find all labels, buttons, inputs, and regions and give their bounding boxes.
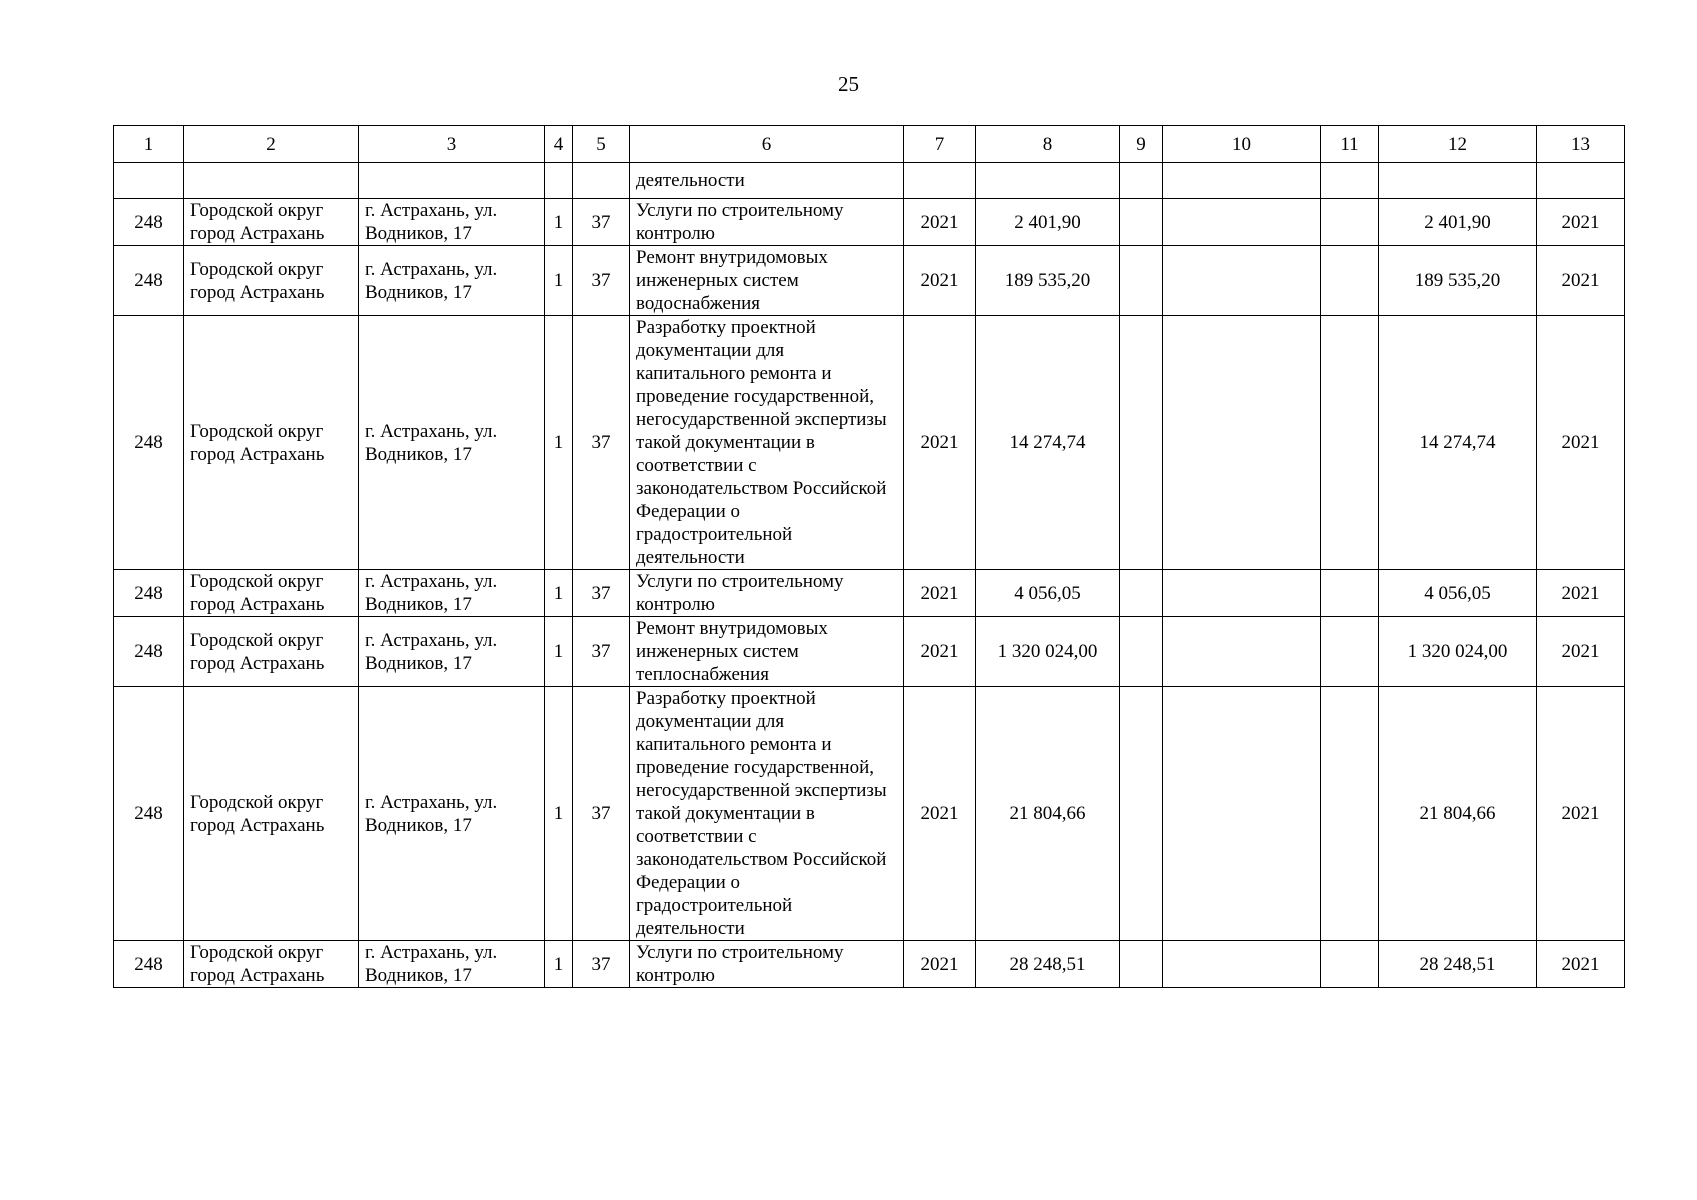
header-cell: 13	[1537, 126, 1625, 163]
row-number-cell: 248	[114, 941, 184, 988]
header-cell: 7	[904, 126, 976, 163]
header-cell: 4	[545, 126, 573, 163]
header-cell: 10	[1163, 126, 1321, 163]
header-row	[114, 126, 1625, 163]
column-13-year-cell: 2021	[1537, 570, 1625, 617]
continuation-row	[114, 163, 1625, 199]
column-12-cost-cell: 28 248,51	[1379, 941, 1537, 988]
column-10-cell	[1163, 570, 1321, 617]
column-13-year-cell: 2021	[1537, 316, 1625, 570]
column-11-cell	[1321, 316, 1379, 570]
table-row	[114, 617, 1625, 687]
empty-cell	[359, 163, 545, 199]
column-11-cell	[1321, 941, 1379, 988]
column-13-year-cell: 2021	[1537, 617, 1625, 687]
row-number-cell: 248	[114, 199, 184, 246]
column-13-year-cell: 2021	[1537, 941, 1625, 988]
header-cell: 2	[184, 126, 359, 163]
column-10-cell	[1163, 941, 1321, 988]
empty-cell	[545, 163, 573, 199]
column-11-cell	[1321, 617, 1379, 687]
header-cell: 8	[976, 126, 1120, 163]
municipality-cell: Городской округ город Астрахань	[184, 570, 359, 617]
column-11-cell	[1321, 246, 1379, 316]
column-11-cell	[1321, 199, 1379, 246]
address-cell: г. Астрахань, ул. Водников, 17	[359, 570, 545, 617]
empty-cell	[1537, 163, 1625, 199]
empty-cell	[1379, 163, 1537, 199]
column-12-cost-cell: 2 401,90	[1379, 199, 1537, 246]
column-4-cell: 1	[545, 246, 573, 316]
column-5-cell: 37	[573, 617, 630, 687]
year-cell: 2021	[904, 316, 976, 570]
column-10-cell	[1163, 316, 1321, 570]
address-cell: г. Астрахань, ул. Водников, 17	[359, 687, 545, 941]
header-cell: 1	[114, 126, 184, 163]
column-13-year-cell: 2021	[1537, 246, 1625, 316]
municipality-cell: Городской округ город Астрахань	[184, 941, 359, 988]
column-12-cost-cell: 1 320 024,00	[1379, 617, 1537, 687]
municipality-cell: Городской округ город Астрахань	[184, 687, 359, 941]
table-row	[114, 687, 1625, 941]
header-cell: 5	[573, 126, 630, 163]
address-cell: г. Астрахань, ул. Водников, 17	[359, 316, 545, 570]
row-number-cell: 248	[114, 570, 184, 617]
row-number-cell: 248	[114, 617, 184, 687]
municipality-cell: Городской округ город Астрахань	[184, 617, 359, 687]
total-cost-cell: 4 056,05	[976, 570, 1120, 617]
work-description-cell: Ремонт внутридомовых инженерных систем теплоснабжения	[630, 617, 904, 687]
work-description-cell: Услуги по строительному контролю	[630, 199, 904, 246]
municipality-cell: Городской округ город Астрахань	[184, 199, 359, 246]
work-description-cell: Разработку проектной документации для капитального ремонта и проведение государственной, негосударственной экспертизы такой документации в соответствии с законодательством Российской Федерации о градостроительной деятельности	[630, 316, 904, 570]
empty-cell	[1321, 163, 1379, 199]
table-row	[114, 199, 1625, 246]
empty-cell	[184, 163, 359, 199]
table-row	[114, 316, 1625, 570]
address-cell: г. Астрахань, ул. Водников, 17	[359, 617, 545, 687]
column-4-cell: 1	[545, 570, 573, 617]
municipality-cell: Городской округ город Астрахань	[184, 316, 359, 570]
empty-cell	[904, 163, 976, 199]
column-4-cell: 1	[545, 941, 573, 988]
work-description-cell: Услуги по строительному контролю	[630, 570, 904, 617]
year-cell: 2021	[904, 199, 976, 246]
column-12-cost-cell: 189 535,20	[1379, 246, 1537, 316]
works-table	[113, 125, 1625, 988]
table-row	[114, 570, 1625, 617]
year-cell: 2021	[904, 941, 976, 988]
work-description-cell: Услуги по строительному контролю	[630, 941, 904, 988]
header-cell: 9	[1120, 126, 1163, 163]
total-cost-cell: 2 401,90	[976, 199, 1120, 246]
column-5-cell: 37	[573, 570, 630, 617]
column-9-cell	[1120, 570, 1163, 617]
page-number: 25	[838, 72, 859, 96]
column-5-cell: 37	[573, 316, 630, 570]
total-cost-cell: 21 804,66	[976, 687, 1120, 941]
row-number-cell: 248	[114, 246, 184, 316]
column-12-cost-cell: 4 056,05	[1379, 570, 1537, 617]
column-12-cost-cell: 21 804,66	[1379, 687, 1537, 941]
header-cell: 11	[1321, 126, 1379, 163]
column-12-cost-cell: 14 274,74	[1379, 316, 1537, 570]
column-9-cell	[1120, 941, 1163, 988]
column-9-cell	[1120, 617, 1163, 687]
work-description-cell: Ремонт внутридомовых инженерных систем водоснабжения	[630, 246, 904, 316]
year-cell: 2021	[904, 570, 976, 617]
column-5-cell: 37	[573, 941, 630, 988]
column-9-cell	[1120, 246, 1163, 316]
empty-cell	[114, 163, 184, 199]
year-cell: 2021	[904, 687, 976, 941]
column-10-cell	[1163, 199, 1321, 246]
column-10-cell	[1163, 687, 1321, 941]
work-description-cell: Разработку проектной документации для капитального ремонта и проведение государственной, негосударственной экспертизы такой документации в соответствии с законодательством Российской Федерации о градостроительной деятельности	[630, 687, 904, 941]
year-cell: 2021	[904, 617, 976, 687]
header-cell: 6	[630, 126, 904, 163]
row-number-cell: 248	[114, 687, 184, 941]
table-row	[114, 941, 1625, 988]
total-cost-cell: 28 248,51	[976, 941, 1120, 988]
total-cost-cell: 189 535,20	[976, 246, 1120, 316]
column-4-cell: 1	[545, 316, 573, 570]
total-cost-cell: 1 320 024,00	[976, 617, 1120, 687]
total-cost-cell: 14 274,74	[976, 316, 1120, 570]
table-body	[114, 126, 1625, 988]
column-13-year-cell: 2021	[1537, 199, 1625, 246]
address-cell: г. Астрахань, ул. Водников, 17	[359, 199, 545, 246]
column-11-cell	[1321, 570, 1379, 617]
column-4-cell: 1	[545, 199, 573, 246]
column-5-cell: 37	[573, 199, 630, 246]
column-10-cell	[1163, 617, 1321, 687]
column-4-cell: 1	[545, 687, 573, 941]
column-13-year-cell: 2021	[1537, 687, 1625, 941]
table-row	[114, 246, 1625, 316]
empty-cell	[1120, 163, 1163, 199]
address-cell: г. Астрахань, ул. Водников, 17	[359, 246, 545, 316]
column-5-cell: 37	[573, 246, 630, 316]
address-cell: г. Астрахань, ул. Водников, 17	[359, 941, 545, 988]
row-number-cell: 248	[114, 316, 184, 570]
header-cell: 12	[1379, 126, 1537, 163]
column-9-cell	[1120, 199, 1163, 246]
header-cell: 3	[359, 126, 545, 163]
column-5-cell: 37	[573, 687, 630, 941]
column-11-cell	[1321, 687, 1379, 941]
column-9-cell	[1120, 316, 1163, 570]
empty-cell	[976, 163, 1120, 199]
year-cell: 2021	[904, 246, 976, 316]
empty-cell	[1163, 163, 1321, 199]
empty-cell	[573, 163, 630, 199]
municipality-cell: Городской округ город Астрахань	[184, 246, 359, 316]
continuation-text: деятельности	[630, 163, 904, 199]
column-10-cell	[1163, 246, 1321, 316]
column-4-cell: 1	[545, 617, 573, 687]
column-9-cell	[1120, 687, 1163, 941]
